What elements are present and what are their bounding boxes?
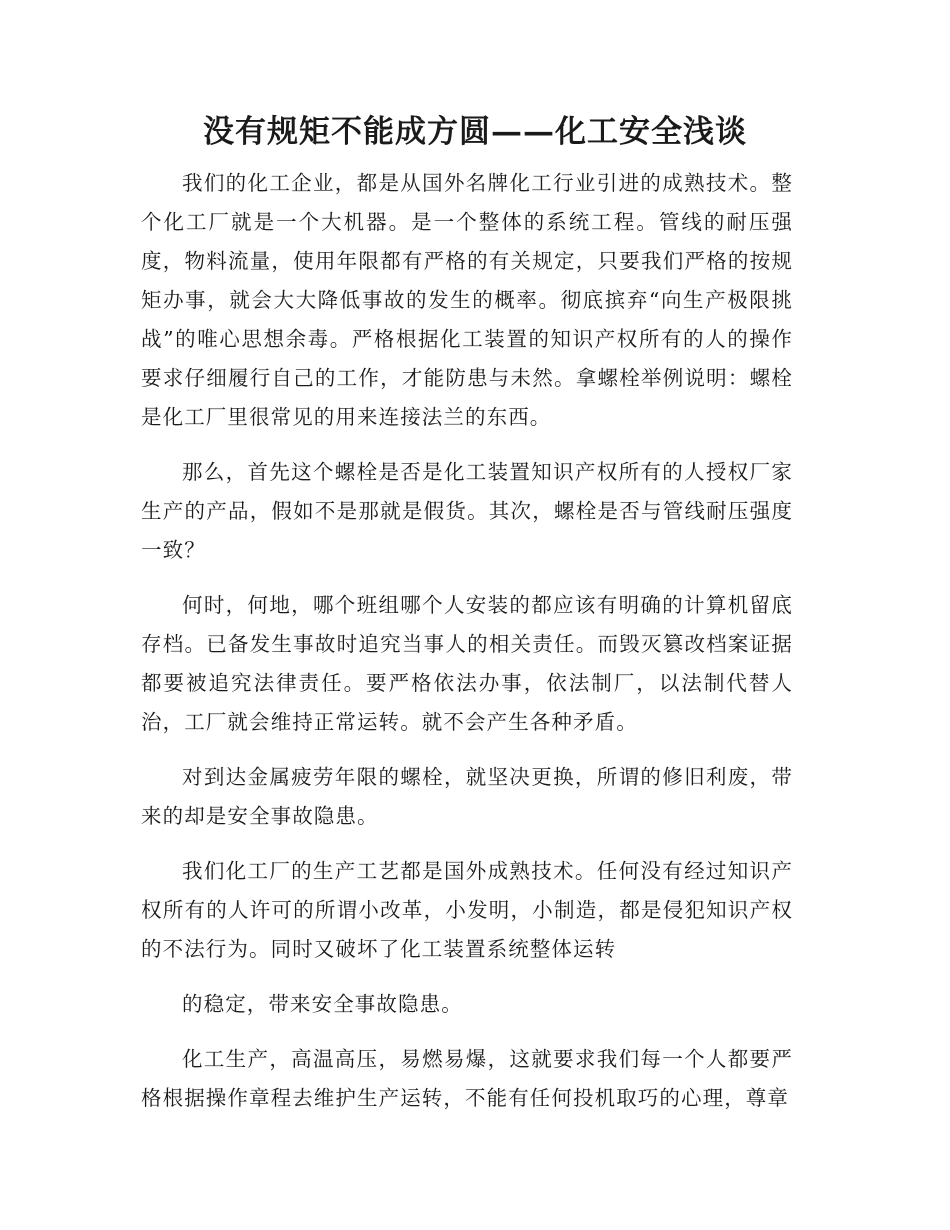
paragraph-6: 的稳定，带来安全事故隐患。	[182, 992, 463, 1016]
paragraph-2: 那么，首先这个螺栓是否是化工装置知识产权所有的人授权厂家生产的产品，假如不是那就是假货。其次，螺栓是否与管线耐压强度一致？	[141, 460, 793, 562]
paragraph-7: 化工生产，高温高压，易燃易爆，这就要求我们每一个人都要严格根据操作章程去维护生产运转，不能有任何投机取巧的心理，尊章	[141, 1047, 793, 1110]
document-title: 没有规矩不能成方圆——化工安全浅谈	[203, 114, 747, 150]
document-body	[141, 164, 793, 1118]
paragraph-3: 何时，何地，哪个班组哪个人安装的都应该有明确的计算机留底存档。已备发生事故时追究当事人的相关责任。而毁灭篡改档案证据都要被追究法律责任。要严格依法办事，依法制厂，以法制代替人治，工厂就会维持正常运转。就不会产生各种矛盾。	[141, 593, 793, 734]
paragraph-5: 我们化工厂的生产工艺都是国外成熟技术。任何没有经过知识产权所有的人许可的所谓小改革，小发明，小制造，都是侵犯知识产权的不法行为。同时又破坏了化工装置系统整体运转	[141, 859, 793, 961]
paragraph-4: 对到达金属疲劳年限的螺栓，就坚决更换，所谓的修旧利废，带来的却是安全事故隐患。	[141, 765, 793, 828]
paragraph-1: 我们的化工企业，都是从国外名牌化工行业引进的成熟技术。整个化工厂就是一个大机器。是一个整体的系统工程。管线的耐压强度，物料流量，使用年限都有严格的有关规定，只要我们严格的按规矩办事，就会大大降低事故的发生的概率。彻底摈弃“向生产极限挑战”的唯心思想余毒。严格根据化工装置的知识产权所有的人的操作要求仔细履行自己的工作，才能防患与未然。拿螺栓举例说明：螺栓是化工厂里很常见的用来连接法兰的东西。	[141, 171, 793, 429]
